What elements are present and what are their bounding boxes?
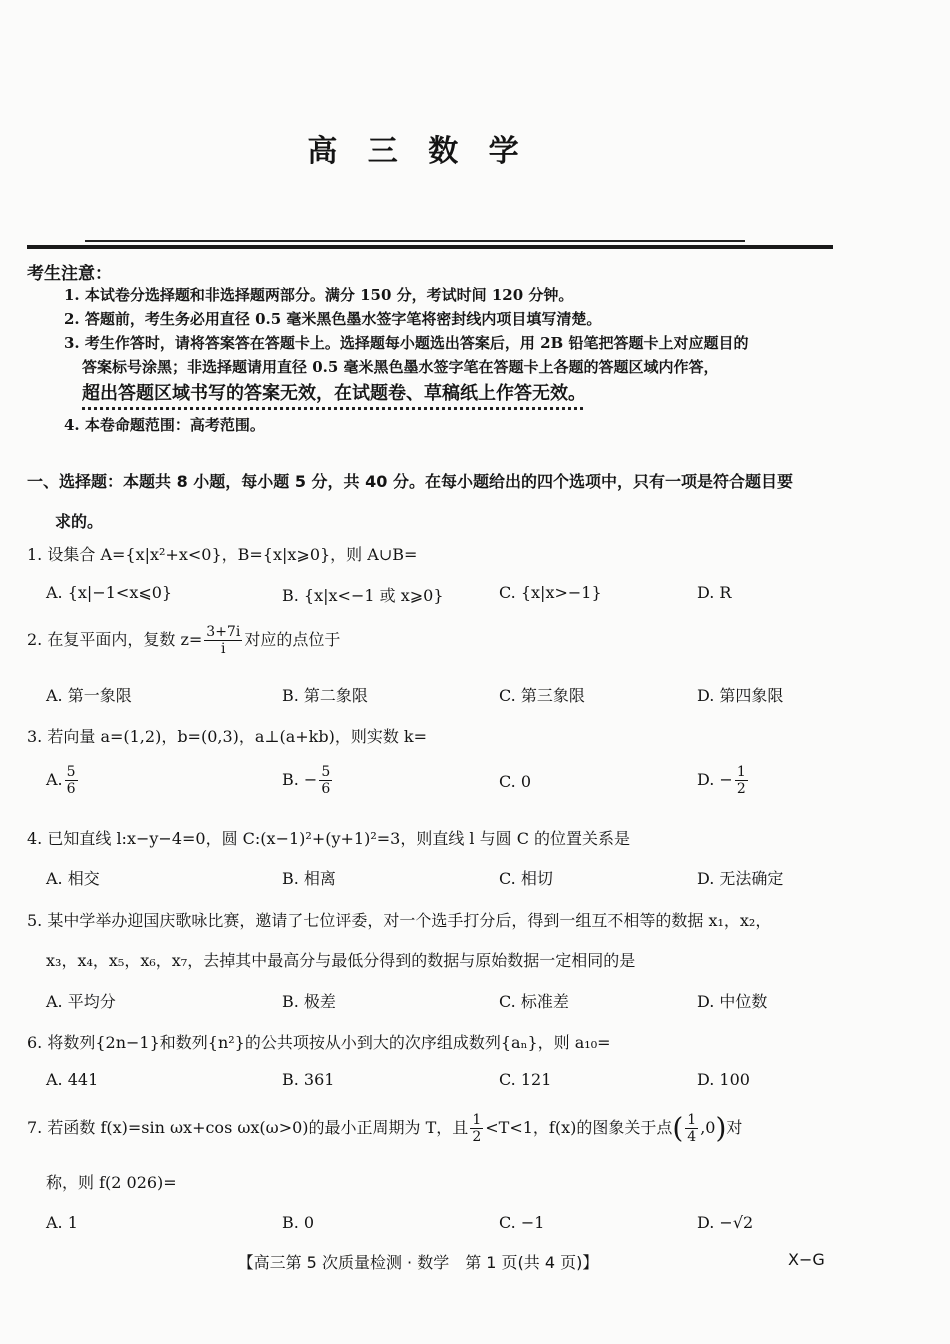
notice-item-3-cont: 答案标号涂黑；非选择题请用直径 0.5 毫米黑色墨水签字笔在答题卡上各题的答题区域内作答， — [82, 358, 719, 376]
q7-right-paren: ) — [715, 1111, 727, 1145]
q2-option-b: B. 第二象限 — [282, 686, 368, 705]
q7-option-b: B. 0 — [282, 1213, 315, 1232]
q7-f2-num: 1 — [687, 1112, 697, 1128]
page-footer: 【高三第 5 次质量检测 · 数学 第 1 页(共 4 页)】 — [237, 1253, 599, 1272]
q6-option-c: C. 121 — [499, 1070, 552, 1089]
q5-option-c: C. 标准差 — [499, 992, 569, 1011]
q7-stem-end: 对 — [726, 1118, 743, 1137]
q3-b-label: B. − — [282, 770, 318, 789]
q1-option-b: B. {x|x<−1 或 x⩾0} — [282, 586, 444, 605]
q2-option-d: D. 第四象限 — [697, 686, 784, 705]
q3-option-d — [697, 764, 750, 797]
q3-option-a — [46, 764, 80, 797]
q7-f2-den: 4 — [687, 1129, 697, 1145]
q7-fraction-quarter — [685, 1112, 698, 1145]
q6-option-d: D. 100 — [697, 1070, 750, 1089]
q5-option-d: D. 中位数 — [697, 992, 768, 1011]
q2-option-a: A. 第一象限 — [46, 686, 132, 705]
q4-option-c: C. 相切 — [499, 869, 553, 888]
q7-option-c: C. −1 — [499, 1213, 545, 1232]
q4-option-b: B. 相离 — [282, 869, 336, 888]
header-rule-thick — [27, 245, 833, 249]
q6-option-b: B. 361 — [282, 1070, 335, 1089]
notice-item-3: 3. 考生作答时，请将答案答在答题卡上。选择题每小题选出答案后，用 2B 铅笔把答题卡上对应题目的 — [64, 334, 749, 352]
q4-option-d: D. 无法确定 — [697, 869, 784, 888]
q3-d-label: D. − — [697, 770, 733, 789]
q4-option-a: A. 相交 — [46, 869, 100, 888]
notice-item-4: 4. 本卷命题范围：高考范围。 — [64, 416, 265, 434]
q3-d-den: 2 — [736, 781, 746, 797]
q5-option-a: A. 平均分 — [46, 992, 116, 1011]
q3-b-fraction — [319, 764, 332, 797]
q7-stem-pre: 7. 若函数 f(x)=sin ωx+cos ωx(ω>0)的最小正周期为 T，且 — [27, 1118, 469, 1137]
q3-option-c: C. 0 — [499, 772, 532, 791]
notice-list — [64, 283, 836, 437]
q2-frac-num: 3+7i — [206, 624, 241, 640]
q1-option-a: A. {x|−1<x⩽0} — [46, 583, 173, 602]
header-rule-thin — [85, 240, 745, 242]
q3-a-label: A. — [46, 770, 63, 789]
notice-item-3-emphasis: 超出答题区域书写的答案无效，在试题卷、草稿纸上作答无效。 — [82, 383, 586, 404]
q5-option-b: B. 极差 — [282, 992, 336, 1011]
question-2-stem — [27, 624, 839, 657]
section-heading — [27, 462, 839, 542]
q7-f1-den: 2 — [472, 1129, 482, 1145]
footer-code: X−G — [788, 1250, 825, 1269]
q3-b-den: 6 — [321, 781, 331, 797]
section-heading-cont: 求的。 — [55, 512, 104, 531]
q3-a-num: 5 — [66, 764, 76, 780]
question-1-stem: 1. 设集合 A={x|x²+x<0}，B={x|x⩾0}，则 A∪B= — [27, 545, 418, 564]
notice-item-1: 1. 本试卷分选择题和非选择题两部分。满分 150 分，考试时间 120 分钟。 — [64, 286, 574, 304]
q1-option-c: C. {x|x>−1} — [499, 583, 602, 602]
q2-option-c: C. 第三象限 — [499, 686, 585, 705]
section-heading-text: 一、选择题：本题共 8 小题，每小题 5 分，共 40 分。在每小题给出的四个选项中，只有一项是符合题目要 — [27, 472, 793, 491]
q6-option-a: A. 441 — [46, 1070, 99, 1089]
q2-stem-pre: 2. 在复平面内，复数 z= — [27, 630, 203, 649]
q7-left-paren: ( — [672, 1111, 684, 1145]
q7-fraction-half — [470, 1112, 483, 1145]
q3-a-fraction — [65, 764, 78, 797]
question-3-stem: 3. 若向量 a=(1,2)，b=(0,3)，a⊥(a+kb)，则实数 k= — [27, 727, 428, 746]
question-5-stem-cont: x₃，x₄，x₅，x₆，x₇，去掉其中最高分与最低分得到的数据与原始数据一定相同的是 — [46, 951, 636, 970]
question-7-stem-cont: 称，则 f(2 026)= — [46, 1173, 177, 1192]
question-6-stem: 6. 将数列{2n−1}和数列{n²}的公共项按从小到大的次序组成数列{aₙ}，则 a₁₀= — [27, 1033, 611, 1052]
q3-b-num: 5 — [321, 764, 331, 780]
notice-heading: 考生注意： — [27, 264, 112, 284]
q7-stem-mid: <T<1，f(x)的图象关于点 — [485, 1118, 673, 1137]
q1-option-d: D. R — [697, 583, 732, 602]
question-4-stem: 4. 已知直线 l:x−y−4=0，圆 C:(x−1)²+(y+1)²=3，则直线 l 与圆 C 的位置关系是 — [27, 829, 631, 848]
q2-fraction — [204, 624, 242, 657]
q7-stem-post: ,0 — [700, 1118, 716, 1137]
q3-d-fraction — [735, 764, 748, 797]
page-title: 高 三 数 学 — [307, 134, 529, 169]
q7-option-a: A. 1 — [46, 1213, 78, 1232]
q2-frac-den: i — [221, 641, 226, 657]
question-5-stem: 5. 某中学举办迎国庆歌咏比赛，邀请了七位评委，对一个选手打分后，得到一组互不相等的数据 x₁，x₂， — [27, 911, 772, 930]
q7-option-d: D. −√2 — [697, 1213, 754, 1232]
notice-item-2: 2. 答题前，考生务必用直径 0.5 毫米黑色墨水签字笔将密封线内项目填写清楚。 — [64, 310, 602, 328]
q3-d-num: 1 — [736, 764, 746, 780]
q3-a-den: 6 — [66, 781, 76, 797]
q7-f1-num: 1 — [472, 1112, 482, 1128]
q3-option-b — [282, 764, 334, 797]
q2-stem-post: 对应的点位于 — [244, 630, 341, 649]
question-7-stem — [27, 1112, 839, 1145]
